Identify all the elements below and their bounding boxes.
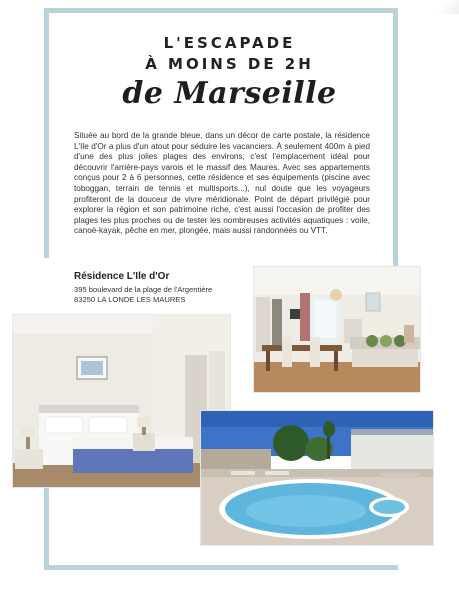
residence-address-street: 395 boulevard de la plage de l'Argentière [74,285,213,294]
residence-address-city: 83250 LA LONDE LES MAURES [74,295,186,305]
swimming-pool-photo [200,410,434,546]
frame-border-bottom [44,565,398,570]
residence-address [74,285,212,305]
title-line-2: À MOINS DE 2H [145,55,314,73]
page-corner-shadow [430,0,459,14]
title-line-1: L'ESCAPADE [163,34,296,52]
bedroom-photo [12,314,231,488]
residence-name: Résidence L'Ile d'Or [74,271,170,282]
frame-border-left-lower [44,488,49,570]
title-script: de Marseille [122,76,337,111]
article-body: Située au bord de la grande bleue, dans un décor de carte postale, la résidence L'Ile d'Or a plus d'un atout pour séduire les vacanciers. À seulement 400m à pied d'une des plus jolies plages des environs, c'est l'emplacement idéal pour découvrir l'arrière-pays varois et le massif des Maures. Avec ses appartements conçus pour 2 à 6 personnes, cette résidence et ses équipements (piscine avec toboggan, terrain de tennis et multisports...), nul doute que les voyageurs profiteront de la douceur de vivre méridionale. Point de départ privilégié pour explorer la région et son patrimoine riche, c'est aussi l'occasion de profiter des plages les plus proches ou de tester les nombreuses activités aquatiques : voile, canoë-kayak, pêche en mer, plongée, mais aussi randonnées ou VTT. [74,131,370,236]
frame-border-top [44,8,398,13]
living-room-photo [253,266,421,393]
